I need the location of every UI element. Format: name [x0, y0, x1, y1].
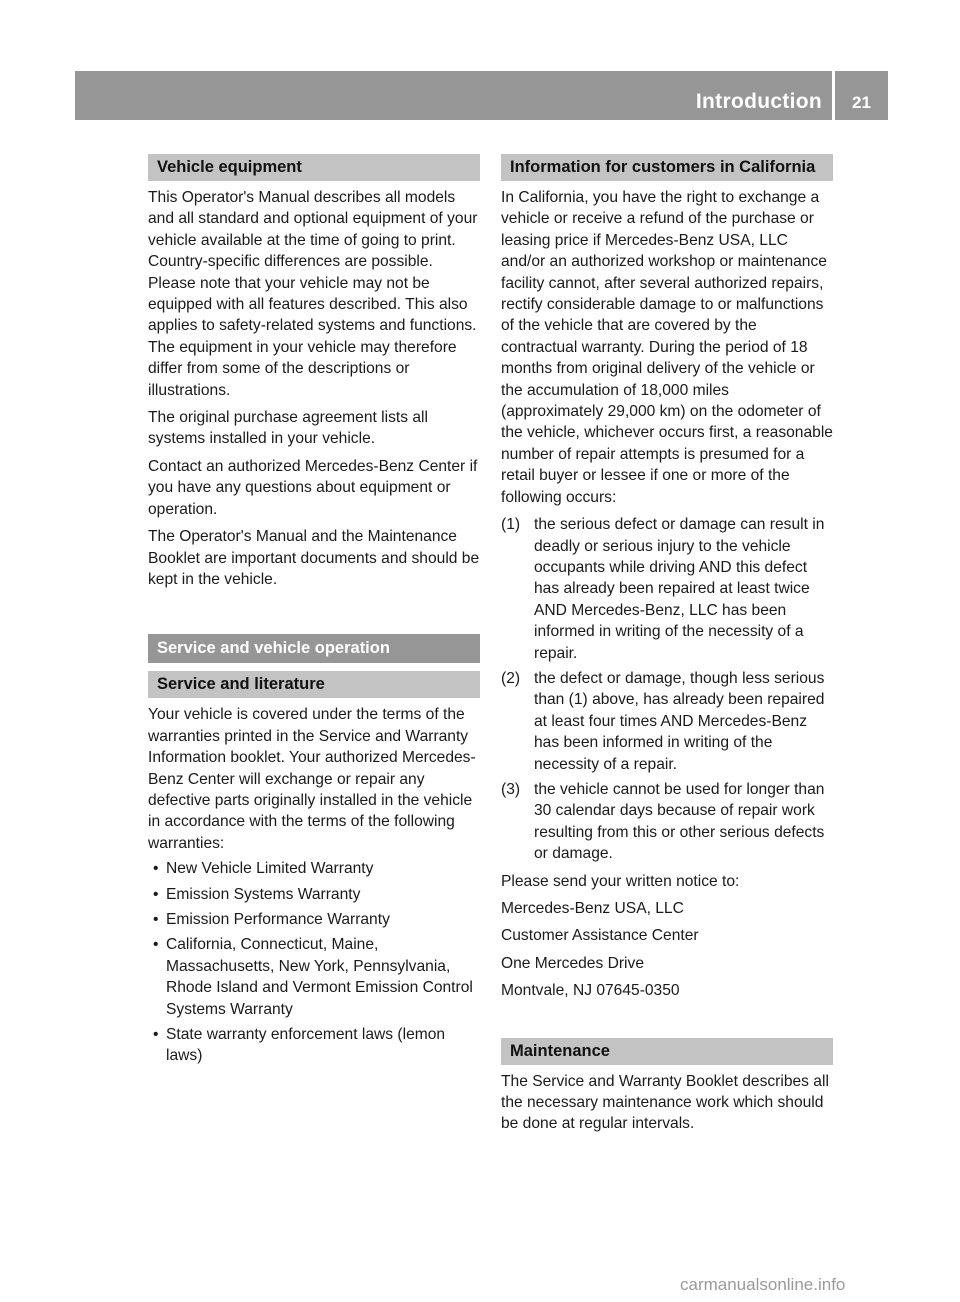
list-item: (1) the serious defect or damage can result in deadly or serious injury to the vehicle occupants while driving AND this defect has already been repaired at least twice AND Mercedes-Benz, LLC has been informed in writing of the necessity of a repair. [501, 516, 825, 662]
address-line: Montvale, NJ 07645-0350 [501, 982, 680, 1000]
bullet-icon: • [153, 1026, 159, 1043]
bullet-icon: • [153, 885, 159, 903]
item-number: (3) [501, 780, 521, 798]
paragraph: The Service and Warranty Booklet describes all the necessary maintenance work which should be done at regular intervals. [501, 1072, 829, 1133]
paragraph: This Operator's Manual describes all models and all standard and optional equipment of your vehicle available at the time of going to print. Country-specific differences are possible. Please note that your vehicle may not be equipped with all features described. This also applies to safety-related systems and functions. The equipment in your vehicle may therefore differ from some of the descriptions or illustrations. [148, 189, 478, 399]
bullet-icon: • [153, 860, 159, 878]
left-column [148, 154, 480, 1071]
list-item: (3) the vehicle cannot be used for longer than 30 calendar days because of repair work resulting from this or other serious defects or damage. [501, 780, 825, 863]
item-number: (1) [501, 516, 521, 534]
list-item: • New Vehicle Limited Warranty [148, 858, 480, 879]
address-line: Customer Assistance Center [501, 927, 699, 945]
right-column [501, 154, 833, 1135]
paragraph: The original purchase agreement lists all systems installed in your vehicle. [148, 409, 428, 448]
watermark: carmanualsonline.info [680, 1275, 846, 1294]
section-title: Introduction [695, 90, 822, 113]
bullet-icon: • [153, 910, 159, 928]
heading-service-vehicle-operation: Service and vehicle operation [148, 634, 480, 663]
address-line: One Mercedes Drive [501, 954, 644, 972]
bullet-icon: • [153, 936, 159, 954]
page-number: 21 [852, 93, 871, 112]
paragraph: Contact an authorized Mercedes-Benz Center if you have any questions about equipment or operation. [148, 457, 478, 518]
paragraph: The Operator's Manual and the Maintenance Booklet are important documents and should be kept in the vehicle. [148, 528, 480, 588]
paragraph: In California, you have the right to exchange a vehicle or receive a refund of the purchase or leasing price if Mercedes-Benz USA, LLC and/or an authorized workshop or maintenance facility cannot, after several authorized repairs, rectify considerable damage to or malfunctions of the vehicle that are covered by the contractual warranty. During the period of 18 months from original delivery of the vehicle or the accumulation of 18,000 miles (approximately 29,000 km) on the odometer of the vehicle, whichever occurs first, a reasonable number of repair attempts is presumed for a retail buyer or lessee if one or more of the following occurs: [501, 189, 833, 506]
warranty-list [148, 858, 480, 1067]
heading-california-info: Information for customers in California [501, 154, 833, 181]
conditions-list [501, 514, 833, 865]
item-number: (2) [501, 669, 521, 687]
heading-vehicle-equipment: Vehicle equipment [148, 154, 480, 181]
list-item: • Emission Systems Warranty [148, 884, 480, 905]
section-header-bar [75, 71, 832, 120]
notice-intro: Please send your written notice to: [501, 872, 740, 890]
list-item: • Emission Performance Warranty [148, 909, 480, 930]
heading-service-literature: Service and literature [148, 671, 480, 698]
paragraph: Your vehicle is covered under the terms of the warranties printed in the Service and Warranty Information booklet. Your authorized Mercedes-Benz Center will exchange or repair any defective parts originally installed in the vehicle in accordance with the terms of the following warranties: [148, 706, 476, 852]
heading-maintenance: Maintenance [501, 1038, 833, 1065]
list-item: • State warranty enforcement laws (lemon laws) [153, 1026, 446, 1065]
page-number-box [835, 71, 888, 120]
list-item: • California, Connecticut, Maine, Massachusetts, New York, Pennsylvania, Rhode Island and Vermont Emission Control Systems Warranty [153, 936, 473, 1018]
address-line: Mercedes-Benz USA, LLC [501, 900, 684, 917]
list-item: (2) the defect or damage, though less serious than (1) above, has already been repaired at least four times AND Mercedes-Benz has been informed in writing of the necessity of a repair. [501, 669, 825, 773]
